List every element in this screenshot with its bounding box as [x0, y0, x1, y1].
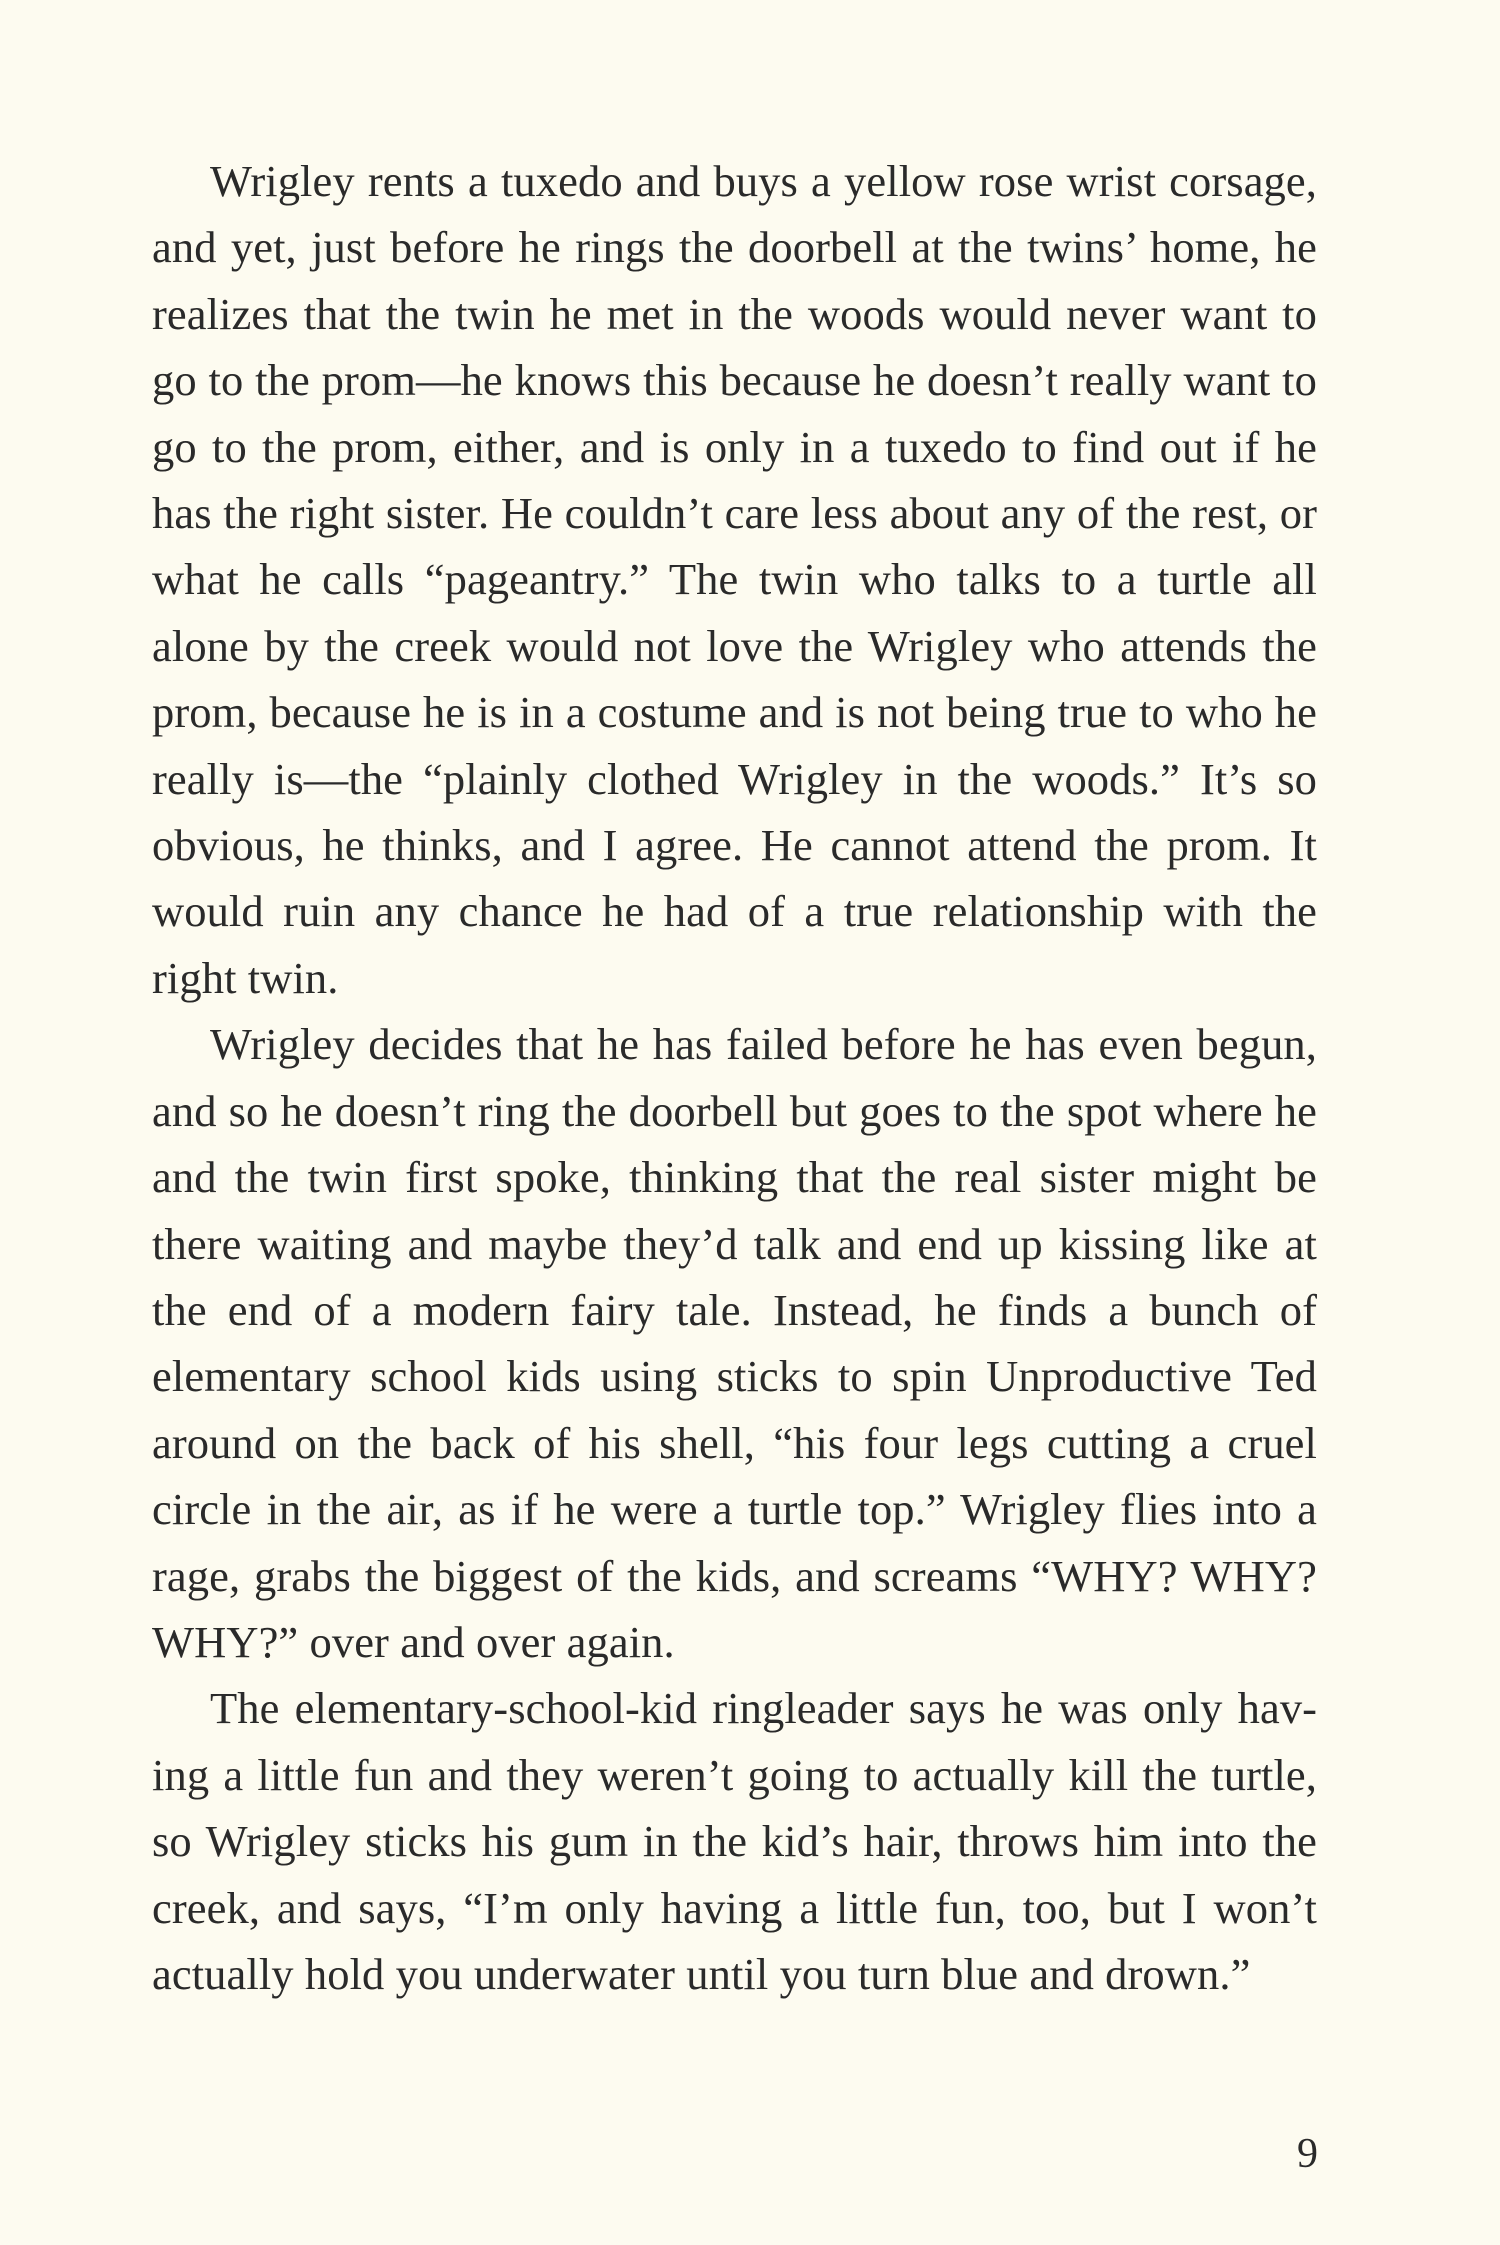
paragraph-3: The elementary-school-kid ringleader says he was only having a little fun and they weren’t going to actually kill the turtle, so Wrigley sticks his gum in the kid’s hair, throws him into the creek, and says, “I’m only having a little fun, too, but I won’t actually hold you underwater until you turn blue and drown.” [152, 1683, 1317, 1999]
paragraph-2: Wrigley decides that he has failed before he has even begun, and so he doesn’t ring the doorbell but goes to the spot where he and the twin first spoke, thinking that the real sister might be there waiting and maybe they’d talk and end up kissing like at the end of a modern fairy tale. Instead, he finds a bunch of elementary school kids using sticks to spin Unproductive Ted around on the back of his shell, “his four legs cutting a cruel circle in the air, as if he were a turtle top.” Wrigley flies into a rage, grabs the biggest of the kids, and screams “WHY? WHY? WHY?” over and over again. [152, 1019, 1317, 1667]
paragraph-1: Wrigley rents a tuxedo and buys a yellow rose wrist corsage, and yet, just before he rings the doorbell at the twins’ home, he realizes that the twin he met in the woods would never want to go to the prom—he knows this because he doesn’t really want to go to the prom, either, and is only in a tuxedo to find out if he has the right sister. He couldn’t care less about any of the rest, or what he calls “pageantry.” The twin who talks to a turtle all alone by the creek would not love the Wrigley who attends the prom, because he is in a costume and is not being true to who he really is—the “plainly clothed Wrigley in the woods.” It’s so obvious, he thinks, and I agree. He cannot attend the prom. It would ruin any chance he had of a true relationship with the right twin. [152, 156, 1317, 1003]
body-text [152, 148, 1317, 2007]
page-number: 9 [1297, 2131, 1318, 2177]
